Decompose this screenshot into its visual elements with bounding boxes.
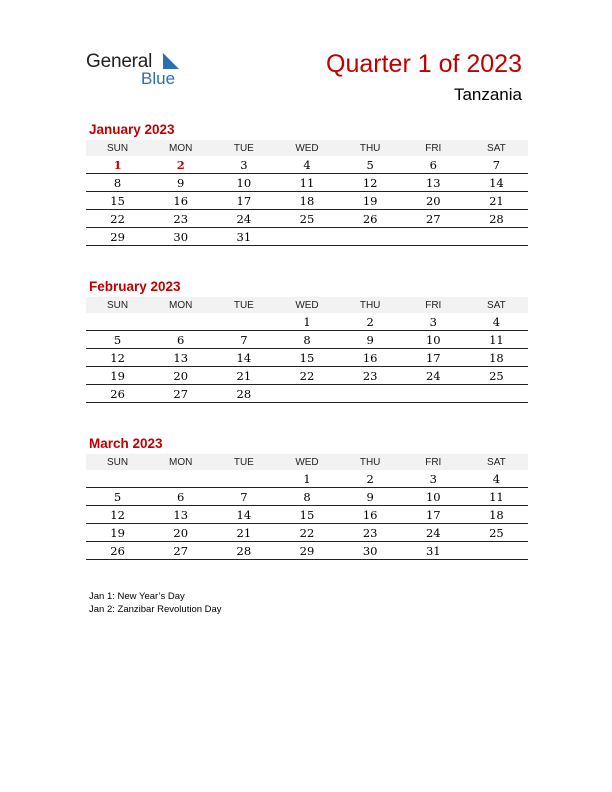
day-cell: 20 [173,369,189,383]
day-cell [402,228,465,245]
month-january [86,122,528,246]
holiday-day-cell: 1 [113,158,122,172]
month-march [86,436,528,560]
day-cell [149,470,212,487]
day-cell: 16 [173,194,189,208]
day-cell: 16 [362,508,378,522]
day-cell: 25 [489,369,504,383]
weekday-header: TUE [233,142,254,154]
weekday-header: TUE [233,299,254,311]
day-cell [212,470,275,487]
week-row [86,488,528,506]
weekday-header: WED [295,456,319,468]
day-cell: 16 [362,351,378,365]
month-february [86,279,528,403]
day-cell [275,228,338,245]
day-cell: 4 [492,315,501,329]
week-row [86,156,528,174]
page-title: Quarter 1 of 2023 [326,50,522,78]
weekday-header: WED [295,299,319,311]
day-cell: 19 [362,194,378,208]
day-cell [149,313,212,330]
day-cell: 27 [425,212,441,226]
week-row [86,349,528,367]
day-cell: 23 [362,526,378,540]
weekday-header: THU [359,299,381,311]
generalblue-logo [86,51,196,91]
day-cell: 13 [425,176,441,190]
week-row [86,385,528,403]
month-title: February 2023 [89,279,181,294]
week-row [86,174,528,192]
day-cell: 11 [489,490,504,504]
weekday-header: MON [169,456,193,468]
day-cell: 15 [110,194,125,208]
day-cell: 24 [425,526,441,540]
logo-text-blue: Blue [141,69,176,88]
weekday-header-row [86,454,528,470]
day-cell: 21 [236,526,252,540]
day-cell: 29 [299,544,315,558]
day-cell: 8 [303,490,311,504]
day-cell: 7 [492,158,501,172]
weekday-header: MON [169,142,193,154]
day-cell: 12 [362,176,378,190]
day-cell: 28 [236,544,252,558]
day-cell: 22 [110,212,125,226]
weekday-header: WED [295,142,319,154]
holiday-note: Jan 1: New Year’s Day [89,591,185,602]
day-cell: 23 [362,369,378,383]
day-cell: 11 [489,333,504,347]
weekday-header-row [86,297,528,313]
week-row [86,367,528,385]
day-cell: 12 [110,351,125,365]
week-row [86,542,528,560]
day-cell: 22 [299,526,315,540]
day-cell: 31 [425,544,441,558]
day-cell: 17 [236,194,252,208]
day-cell: 14 [489,176,504,190]
day-cell: 18 [299,194,315,208]
day-cell: 14 [236,351,252,365]
week-row [86,313,528,331]
holiday-notes [89,590,222,616]
day-cell: 31 [236,230,252,244]
day-cell: 6 [177,333,185,347]
day-cell: 23 [173,212,189,226]
weekday-header: MON [169,299,193,311]
day-cell: 28 [236,387,252,401]
day-cell: 3 [240,158,248,172]
weekday-header: SAT [487,456,506,468]
weekday-header: SUN [107,299,129,311]
day-cell: 7 [240,490,248,504]
weekday-header: THU [359,142,381,154]
day-cell [275,385,338,402]
day-cell: 8 [303,333,311,347]
day-cell: 6 [429,158,437,172]
day-cell: 19 [110,369,125,383]
day-cell: 4 [492,472,501,486]
day-cell: 19 [110,526,125,540]
day-cell: 17 [425,508,441,522]
day-cell [465,542,528,559]
day-cell: 2 [366,315,374,329]
day-cell: 24 [236,212,252,226]
weekday-header: FRI [425,142,442,154]
day-cell: 27 [173,387,189,401]
weekday-header-row [86,140,528,156]
day-cell: 10 [425,490,441,504]
day-cell: 12 [110,508,125,522]
day-cell: 18 [489,508,504,522]
day-cell [339,385,402,402]
weekday-header: SUN [107,456,129,468]
day-cell: 21 [236,369,252,383]
day-cell: 5 [366,158,374,172]
week-row [86,331,528,349]
day-cell [465,385,528,402]
day-cell: 22 [299,369,315,383]
day-cell: 30 [362,544,378,558]
month-title: March 2023 [89,436,163,451]
day-cell: 29 [110,230,125,244]
day-cell: 13 [173,351,189,365]
day-cell: 26 [110,387,125,401]
country-name: Tanzania [453,85,522,104]
week-row [86,470,528,488]
day-cell [86,470,149,487]
day-cell: 27 [173,544,189,558]
day-cell: 4 [303,158,311,172]
day-cell [212,313,275,330]
holiday-note: Jan 2: Zanzibar Revolution Day [89,604,222,615]
day-cell: 3 [429,472,437,486]
day-cell: 18 [489,351,504,365]
day-cell: 10 [236,176,252,190]
weekday-header: TUE [233,456,254,468]
day-cell: 3 [429,315,437,329]
day-cell: 5 [113,333,122,347]
day-cell: 8 [113,176,122,190]
week-row [86,210,528,228]
day-cell: 15 [299,351,315,365]
week-row [86,192,528,210]
day-cell: 7 [240,333,248,347]
weekday-header: SAT [487,142,506,154]
day-cell [465,228,528,245]
day-cell: 13 [173,508,189,522]
day-cell: 20 [425,194,441,208]
week-row [86,228,528,246]
day-cell: 2 [366,472,374,486]
week-row [86,524,528,542]
day-cell [339,228,402,245]
month-title: January 2023 [89,122,175,137]
day-cell: 21 [489,194,504,208]
day-cell: 9 [177,176,185,190]
day-cell: 1 [303,315,311,329]
day-cell: 9 [366,490,374,504]
day-cell: 1 [303,472,311,486]
day-cell: 14 [236,508,252,522]
weekday-header: SAT [487,299,506,311]
day-cell: 28 [489,212,504,226]
day-cell [402,385,465,402]
day-cell: 25 [489,526,504,540]
weekday-header: FRI [425,299,442,311]
day-cell: 25 [299,212,315,226]
day-cell: 11 [299,176,315,190]
weekday-header: SUN [107,142,129,154]
day-cell: 9 [366,333,374,347]
day-cell: 26 [362,212,378,226]
day-cell: 5 [113,490,122,504]
day-cell: 24 [425,369,441,383]
week-row [86,506,528,524]
holiday-day-cell: 2 [176,158,185,172]
day-cell: 20 [173,526,189,540]
day-cell [86,313,149,330]
logo-text-general: General [86,51,153,72]
weekday-header: FRI [425,456,442,468]
day-cell: 6 [177,490,185,504]
day-cell: 10 [425,333,441,347]
weekday-header: THU [359,456,381,468]
day-cell: 15 [299,508,315,522]
day-cell: 17 [425,351,441,365]
day-cell: 26 [110,544,125,558]
day-cell: 30 [173,230,189,244]
